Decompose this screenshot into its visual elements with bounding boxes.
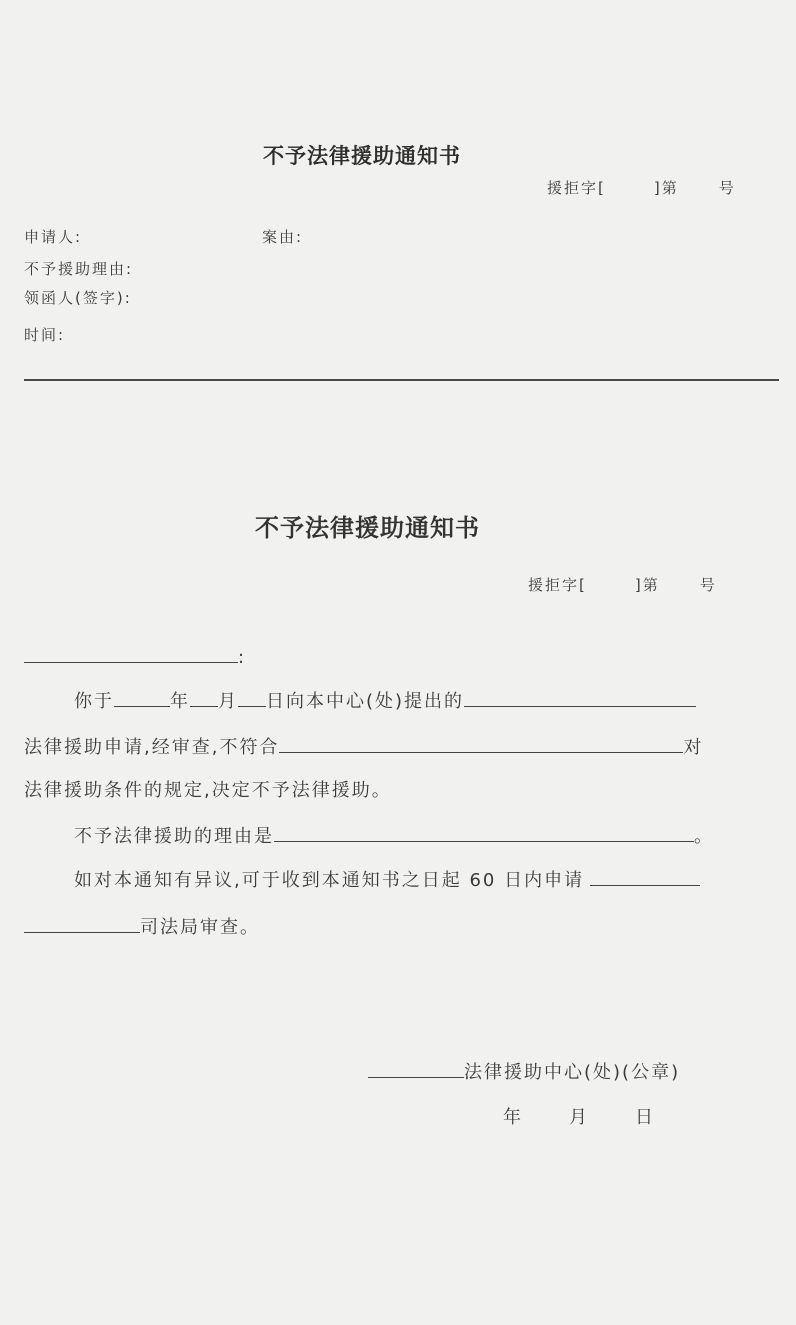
signature-text: 法律援助中心(处)(公章) — [464, 1062, 681, 1083]
application-blank — [464, 688, 696, 707]
day-blank — [238, 688, 266, 707]
stub-time-label: 时间: — [24, 326, 66, 344]
p1-you-text: 你于 — [74, 691, 114, 712]
notice-ref-mid: ]第 — [634, 576, 660, 594]
p6-text: 司法局审查。 — [140, 917, 260, 938]
paragraph-3-line-2 — [24, 913, 260, 939]
stub-applicant-label: 申请人: — [24, 228, 83, 246]
cut-divider-line — [24, 379, 779, 381]
bureau-blank-2 — [24, 914, 140, 933]
bureau-blank-1 — [590, 867, 700, 886]
month-blank — [190, 688, 218, 707]
date-day-text: 日 — [635, 1107, 655, 1128]
p4-end-text: 。 — [694, 826, 714, 847]
stub-title: 不予法律援助通知书 — [263, 144, 461, 168]
signature-date — [503, 1103, 655, 1129]
p1-day-text: 日向本中心(处)提出的 — [266, 691, 465, 712]
year-blank — [114, 688, 170, 707]
p5-text: 如对本通知有异议,可于收到本通知书之日起 60 日内申请 — [74, 870, 585, 891]
notice-title: 不予法律援助通知书 — [255, 514, 480, 542]
recipient-colon: : — [238, 647, 247, 668]
recipient-blank — [24, 644, 238, 663]
notice-ref-prefix: 援拒字[ — [528, 576, 587, 594]
stub-reason-label: 不予援助理由: — [24, 260, 134, 278]
signature-line — [368, 1058, 680, 1084]
notice-ref-suffix: 号 — [699, 576, 717, 594]
reason-blank — [274, 823, 694, 842]
p4-text: 不予法律援助的理由是 — [74, 826, 274, 847]
date-month-text: 月 — [569, 1107, 589, 1128]
p1-month-text: 月 — [218, 691, 238, 712]
paragraph-2 — [74, 822, 714, 848]
p1-year-text: 年 — [170, 691, 190, 712]
recipient-line — [24, 644, 246, 668]
stub-ref-mid: ]第 — [653, 179, 679, 197]
stub-receiver-label: 领函人(签字): — [24, 289, 132, 307]
paragraph-1-line-1 — [74, 687, 696, 713]
regulation-blank — [279, 734, 683, 753]
stub-ref-prefix: 援拒字[ — [547, 179, 606, 197]
stub-reference-number — [547, 177, 736, 198]
stub-ref-suffix: 号 — [718, 179, 736, 197]
paragraph-1-line-3: 法律援助条件的规定,决定不予法律援助。 — [24, 780, 392, 801]
notice-reference-number — [528, 574, 717, 595]
center-name-blank — [368, 1059, 464, 1078]
p2-end-text: 对 — [683, 737, 704, 758]
p2-text: 法律援助申请,经审查,不符合 — [24, 737, 280, 758]
paragraph-1-line-2 — [24, 733, 703, 759]
date-year-text: 年 — [503, 1107, 523, 1128]
paragraph-3-line-1 — [74, 866, 700, 892]
stub-case-label: 案由: — [262, 228, 304, 246]
